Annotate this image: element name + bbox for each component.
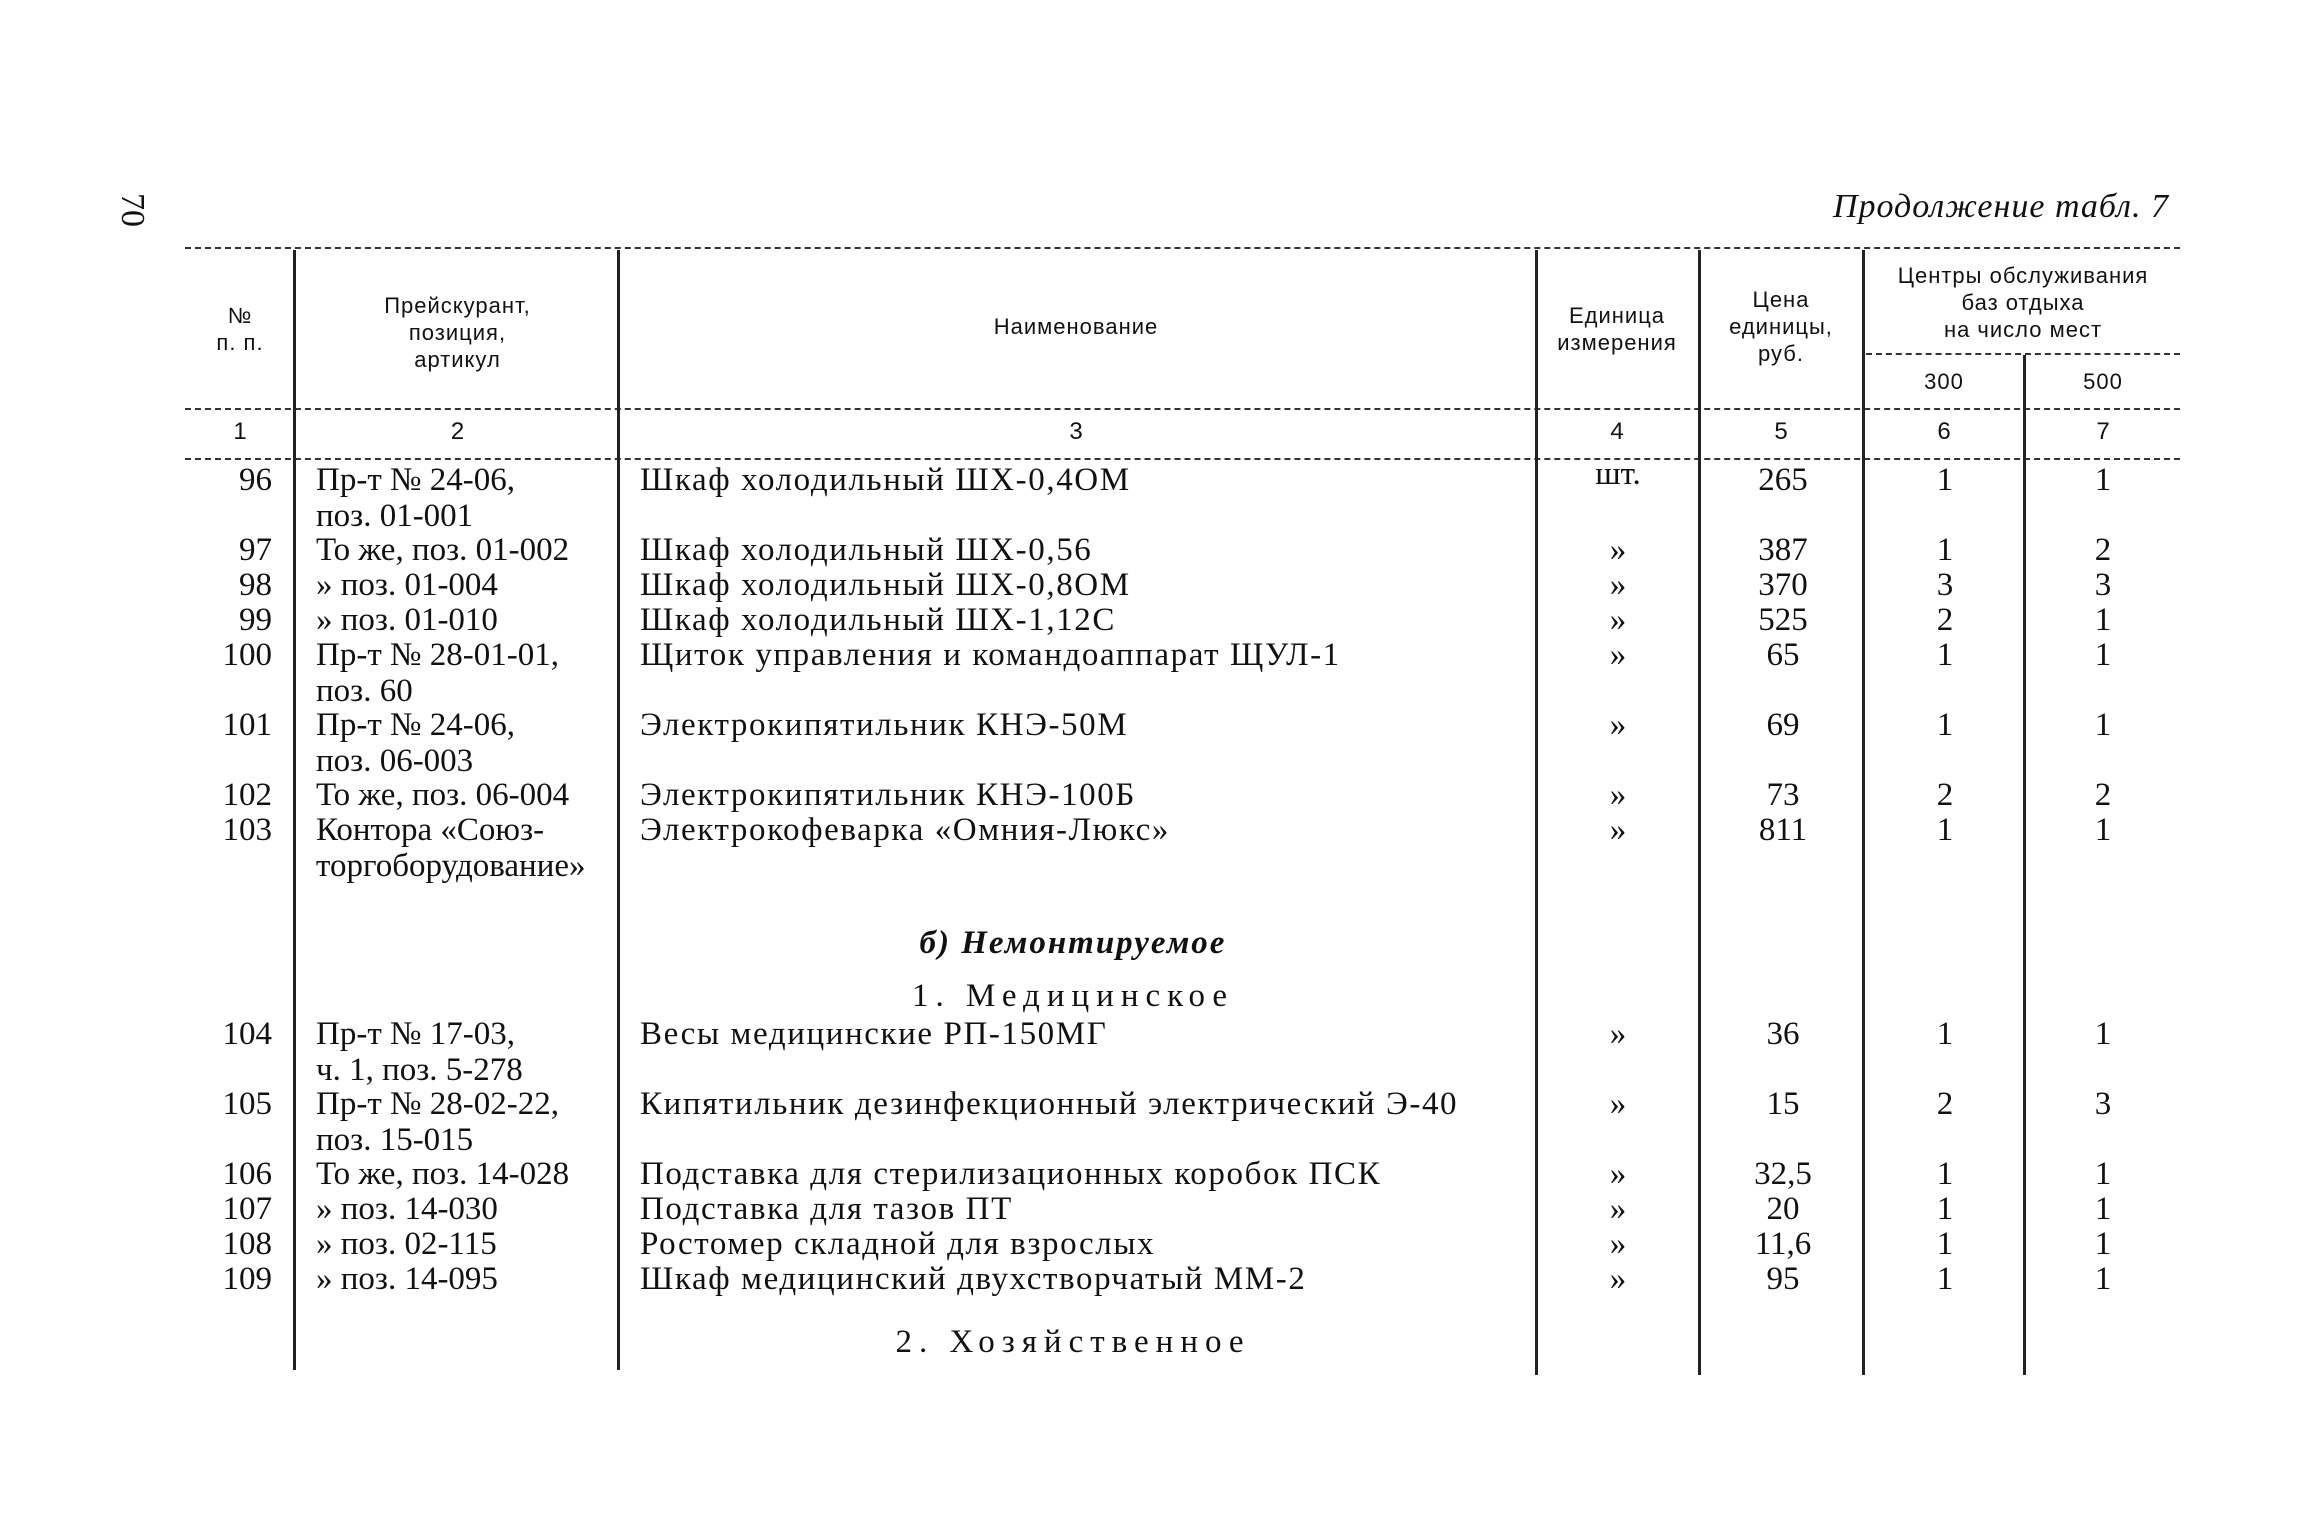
row-unit-price: 95: [1766, 1261, 1800, 1297]
row-unit-price: 370: [1758, 567, 1808, 603]
row-number: 97: [239, 532, 272, 568]
row-item-name: Шкаф холодильный ШХ-0,8ОМ: [640, 567, 1131, 603]
row-item-name: Весы медицинские РП-150МГ: [640, 1016, 1108, 1052]
row-qty-500: 2: [2094, 532, 2112, 568]
header-unit: Единица измерения: [1557, 303, 1677, 355]
row-qty-300: 3: [1936, 567, 1954, 603]
row-item-name: Электрокипятильник КНЭ-100Б: [640, 777, 1136, 813]
row-number: 99: [239, 602, 272, 638]
column-divider-1: [293, 250, 296, 1370]
page-number: 70: [114, 193, 151, 227]
row-unit: »: [1609, 637, 1627, 673]
row-number: 104: [222, 1016, 272, 1052]
table-top-rule: [185, 247, 2180, 249]
price-list-line: Пр-т № 28-01-01,: [316, 637, 559, 673]
row-unit: »: [1609, 777, 1627, 813]
header-price-list: Прейскурант, позиция, артикул: [384, 293, 531, 372]
row-qty-300: 2: [1936, 777, 1954, 813]
row-price-list: [316, 1191, 616, 1227]
price-list-line: Пр-т № 24-06,: [316, 707, 515, 743]
row-qty-500: 1: [2094, 1191, 2112, 1227]
header-capacity-500: 500: [2083, 369, 2123, 394]
row-number: 101: [222, 707, 272, 743]
row-number: 108: [222, 1226, 272, 1262]
row-item-name: Щиток управления и командоаппарат ЩУЛ-1: [640, 637, 1341, 673]
row-qty-500: 1: [2094, 812, 2112, 848]
column-number-2: 2: [450, 418, 465, 445]
header-capacity-300: 300: [1924, 369, 1964, 394]
row-unit: »: [1609, 1086, 1627, 1122]
row-qty-500: 1: [2094, 1261, 2112, 1297]
column-number-7: 7: [2096, 418, 2110, 445]
row-price-list: [316, 1156, 616, 1192]
row-price-list: [316, 637, 616, 709]
column-divider-6: [2023, 355, 2026, 1375]
row-number: 107: [222, 1191, 272, 1227]
row-price-list: [316, 777, 616, 813]
row-item-name: Электрокофеварка «Омния-Люкс»: [640, 812, 1170, 848]
header-service-centers: Центры обслуживания баз отдыха на число мест: [1897, 263, 2149, 342]
row-qty-300: 1: [1936, 1016, 1954, 1052]
row-qty-300: 1: [1936, 707, 1954, 743]
row-item-name: Шкаф холодильный ШХ-0,56: [640, 532, 1093, 568]
row-unit-price: 811: [1758, 812, 1808, 848]
row-unit-price: 69: [1766, 707, 1800, 743]
price-list-line: То же, поз. 14-028: [316, 1156, 570, 1192]
price-list-line: Пр-т № 28-02-22,: [316, 1086, 559, 1122]
row-unit-price: 36: [1766, 1016, 1800, 1052]
row-unit-price: 265: [1758, 462, 1808, 498]
row-item-name: Электрокипятильник КНЭ-50М: [640, 707, 1129, 743]
row-qty-500: 1: [2094, 1156, 2112, 1192]
row-unit: »: [1609, 532, 1627, 568]
row-item-name: Ростомер складной для взрослых: [640, 1226, 1156, 1262]
row-price-list: [316, 812, 616, 884]
header-bottom-rule: [185, 408, 2180, 410]
row-unit-price: 387: [1758, 532, 1808, 568]
header-unit-price: Цена единицы, руб.: [1729, 287, 1833, 366]
column-number-5: 5: [1774, 418, 1788, 445]
price-list-line: » поз. 01-004: [316, 567, 498, 603]
row-number: 100: [222, 637, 272, 673]
row-qty-300: 2: [1936, 602, 1954, 638]
row-qty-300: 1: [1936, 1261, 1954, 1297]
table-continuation-caption: Продолжение табл. 7: [1832, 188, 2169, 225]
row-qty-500: 2: [2094, 777, 2112, 813]
row-item-name: Шкаф холодильный ШХ-1,12С: [640, 602, 1117, 638]
row-number: 102: [222, 777, 272, 813]
row-unit-price: 32,5: [1754, 1156, 1812, 1192]
row-qty-500: 1: [2094, 602, 2112, 638]
price-list-line: поз. 01-001: [316, 498, 474, 534]
row-qty-300: 1: [1936, 637, 1954, 673]
row-price-list: [316, 532, 616, 568]
row-item-name: Шкаф медицинский двухстворчатый ММ-2: [640, 1261, 1307, 1297]
row-unit: »: [1609, 812, 1627, 848]
row-number: 109: [222, 1261, 272, 1297]
row-price-list: [316, 567, 616, 603]
price-list-line: ч. 1, поз. 5-278: [316, 1052, 523, 1088]
row-price-list: [316, 1261, 616, 1297]
row-qty-300: 1: [1936, 532, 1954, 568]
row-number: 103: [222, 812, 272, 848]
row-item-name: Кипятильник дезинфекционный электрический Э-40: [640, 1086, 1459, 1122]
row-item-name: Шкаф холодильный ШХ-0,4ОМ: [640, 462, 1131, 498]
price-list-line: поз. 06-003: [316, 743, 474, 779]
row-qty-300: 1: [1936, 1226, 1954, 1262]
colnum-bottom-rule: [185, 458, 2180, 460]
column-number-4: 4: [1610, 418, 1624, 445]
row-unit-price: 525: [1758, 602, 1808, 638]
row-unit: »: [1609, 707, 1627, 743]
row-price-list: [316, 602, 616, 638]
price-list-line: » поз. 14-030: [316, 1191, 498, 1227]
row-unit-price: 11,6: [1754, 1226, 1812, 1262]
section-nonmounted: б) Немонтируемое: [919, 925, 1227, 961]
row-price-list: [316, 1086, 616, 1158]
row-unit-price: 73: [1766, 777, 1800, 813]
row-unit: шт.: [1595, 456, 1641, 492]
row-unit: »: [1609, 1226, 1627, 1262]
price-list-line: Пр-т № 17-03,: [316, 1016, 515, 1052]
row-number: 98: [239, 567, 272, 603]
row-qty-300: 1: [1936, 1156, 1954, 1192]
row-number: 96: [239, 462, 272, 498]
section-medical: 1. Медицинское: [911, 978, 1235, 1014]
price-list-line: » поз. 14-095: [316, 1261, 498, 1297]
row-qty-300: 1: [1936, 1191, 1954, 1227]
price-list-line: То же, поз. 06-004: [316, 777, 570, 813]
header-number: № п. п.: [216, 303, 264, 355]
price-list-line: поз. 15-015: [316, 1122, 474, 1158]
price-list-line: поз. 60: [316, 673, 413, 709]
row-unit: »: [1609, 1191, 1627, 1227]
row-number: 106: [222, 1156, 272, 1192]
header-name: Наименование: [993, 314, 1159, 339]
price-list-line: торгоборудование»: [316, 848, 586, 884]
row-qty-300: 1: [1936, 462, 1954, 498]
column-number-6: 6: [1937, 418, 1951, 445]
row-unit: »: [1609, 1261, 1627, 1297]
column-number-1: 1: [233, 418, 247, 445]
price-list-line: Контора «Союз-: [316, 812, 545, 848]
price-list-line: То же, поз. 01-002: [316, 532, 570, 568]
row-qty-500: 1: [2094, 1016, 2112, 1052]
row-item-name: Подставка для стерилизационных коробок ПСК: [640, 1156, 1382, 1192]
row-qty-500: 1: [2094, 462, 2112, 498]
row-price-list: [316, 1226, 616, 1262]
row-qty-300: 2: [1936, 1086, 1954, 1122]
row-qty-500: 1: [2094, 707, 2112, 743]
price-list-line: » поз. 01-010: [316, 602, 498, 638]
row-unit: »: [1609, 1016, 1627, 1052]
row-unit-price: 65: [1766, 637, 1800, 673]
row-unit-price: 20: [1766, 1191, 1800, 1227]
row-unit: »: [1609, 602, 1627, 638]
row-qty-500: 3: [2094, 567, 2112, 603]
row-qty-500: 1: [2094, 1226, 2112, 1262]
column-number-3: 3: [1069, 418, 1083, 445]
row-qty-300: 1: [1936, 812, 1954, 848]
row-price-list: [316, 707, 616, 779]
row-price-list: [316, 1016, 616, 1088]
row-number: 105: [222, 1086, 272, 1122]
row-price-list: [316, 462, 616, 534]
row-unit: »: [1609, 1156, 1627, 1192]
row-unit-price: 15: [1766, 1086, 1800, 1122]
row-unit: »: [1609, 567, 1627, 603]
row-qty-500: 1: [2094, 637, 2112, 673]
row-item-name: Подставка для тазов ПТ: [640, 1191, 1013, 1227]
row-qty-500: 3: [2094, 1086, 2112, 1122]
section-household: 2. Хозяйственное: [895, 1324, 1251, 1360]
price-list-line: » поз. 02-115: [316, 1226, 497, 1262]
price-list-line: Пр-т № 24-06,: [316, 462, 515, 498]
